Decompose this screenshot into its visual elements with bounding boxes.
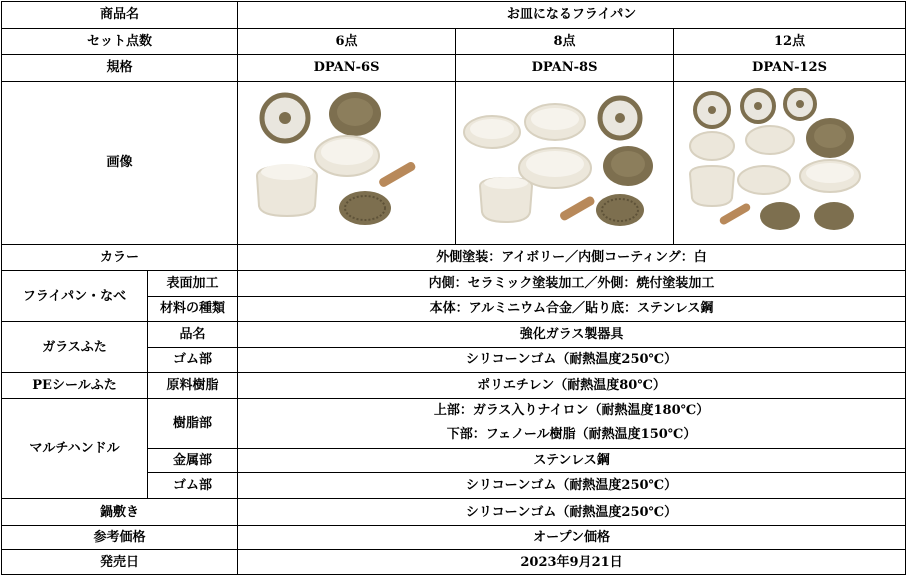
handle-rubber-label: ゴム部 (148, 472, 238, 499)
glass-lid-rubber-value: シリコーンゴム（耐熱温度250℃） (238, 347, 906, 372)
product-name-label: 商品名 (2, 2, 238, 29)
pan-surface-label: 表面加工 (148, 271, 238, 296)
glass-lid-rubber-label: ゴム部 (148, 347, 238, 372)
color-label: カラー (2, 244, 238, 271)
release-label: 発売日 (2, 550, 238, 575)
handle-resin-top: 上部：ガラス入りナイロン（耐熱温度180℃） (433, 403, 710, 419)
pan-material-label: 材料の種類 (148, 296, 238, 321)
8-piece-set-photo (460, 88, 670, 238)
color-value: 外側塗装：アイボリー／内側コーティング：白 (238, 244, 906, 271)
6-piece-set-photo (247, 88, 447, 238)
row-color (2, 244, 906, 271)
model-label: 規格 (2, 55, 238, 82)
model-8: DPAN-8S (456, 55, 674, 82)
image-6-cell (238, 81, 456, 244)
pe-lid-resin-value: ポリエチレン（耐熱温度80℃） (238, 373, 906, 398)
pan-material-value: 本体：アルミニウム合金／貼り底：ステンレス鋼 (238, 296, 906, 321)
price-value: オープン価格 (238, 525, 906, 549)
handle-resin-value (238, 398, 906, 448)
row-price (2, 525, 906, 549)
12-piece-set-photo (680, 88, 900, 238)
row-release (2, 550, 906, 575)
pe-lid-label: PEシールふた (2, 373, 148, 398)
set-count-12: 12点 (674, 28, 906, 55)
handle-resin-label: 樹脂部 (148, 398, 238, 448)
row-set-count (2, 28, 906, 55)
row-pan-surface (2, 271, 906, 296)
trivet-value: シリコーンゴム（耐熱温度250℃） (238, 499, 906, 526)
handle-metal-value: ステンレス鋼 (238, 448, 906, 472)
glass-lid-name-value: 強化ガラス製器具 (238, 322, 906, 347)
model-12: DPAN-12S (674, 55, 906, 82)
row-pe-lid (2, 373, 906, 398)
price-label: 参考価格 (2, 525, 238, 549)
pan-label: フライパン・なべ (2, 271, 148, 322)
handle-label: マルチハンドル (2, 398, 148, 499)
spec-table (1, 1, 906, 575)
image-label: 画像 (2, 81, 238, 244)
pan-surface-value: 内側：セラミック塗装加工／外側：焼付塗装加工 (238, 271, 906, 296)
handle-metal-label: 金属部 (148, 448, 238, 472)
image-8-cell (456, 81, 674, 244)
set-count-8: 8点 (456, 28, 674, 55)
handle-rubber-value: シリコーンゴム（耐熱温度250℃） (238, 472, 906, 499)
row-handle-resin (2, 398, 906, 448)
glass-lid-label: ガラスふた (2, 322, 148, 373)
glass-lid-name-label: 品名 (148, 322, 238, 347)
image-12-cell (674, 81, 906, 244)
model-6: DPAN-6S (238, 55, 456, 82)
row-model (2, 55, 906, 82)
release-value: 2023年9月21日 (238, 550, 906, 575)
set-count-label: セット点数 (2, 28, 238, 55)
product-name-value: お皿になるフライパン (238, 2, 906, 29)
row-trivet (2, 499, 906, 526)
handle-resin-bottom: 下部：フェノール樹脂（耐熱温度150℃） (446, 427, 697, 443)
row-glass-lid-name (2, 322, 906, 347)
pe-lid-resin-label: 原料樹脂 (148, 373, 238, 398)
row-product-name (2, 2, 906, 29)
set-count-6: 6点 (238, 28, 456, 55)
row-image (2, 81, 906, 244)
trivet-label: 鍋敷き (2, 499, 238, 526)
